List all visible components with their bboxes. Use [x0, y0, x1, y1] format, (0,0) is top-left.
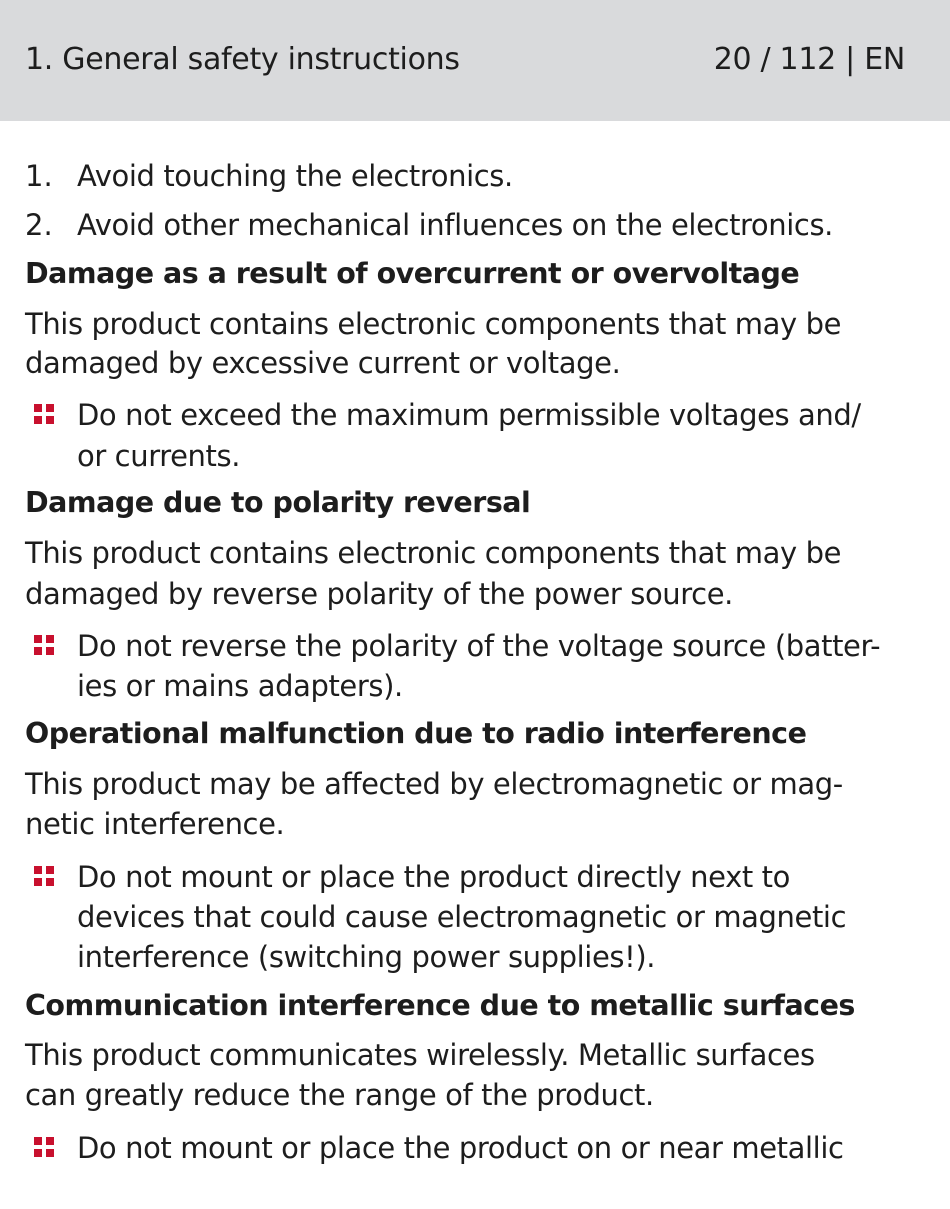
body-text: netic interference.: [25, 807, 285, 841]
body-text: can greatly reduce the range of the product.: [25, 1078, 654, 1112]
list-item: Avoid touching the electronics.: [77, 159, 513, 193]
bullet-text: Do not exceed the maximum permissible voltages and/: [77, 398, 861, 432]
bullet-icon: [34, 635, 55, 656]
body-text: This product contains electronic components that may be: [25, 307, 842, 341]
bullet-text: Do not reverse the polarity of the voltage source (batter-: [77, 629, 881, 663]
section-heading: Communication interference due to metallic surfaces: [25, 989, 855, 1022]
section-title: 1. General safety instructions: [25, 42, 460, 77]
bullet-text: interference (switching power supplies!).: [77, 940, 656, 974]
bullet-icon: [34, 866, 55, 887]
body-text: This product contains electronic components that may be: [25, 536, 842, 570]
bullet-text: ies or mains adapters).: [77, 669, 403, 703]
bullet-text: devices that could cause electromagnetic or magnetic: [77, 900, 847, 934]
bullet-icon: [34, 404, 55, 425]
bullet-text: Do not mount or place the product on or near metallic: [77, 1131, 844, 1165]
list-item: Avoid other mechanical influences on the electronics.: [77, 208, 833, 242]
section-heading: Operational malfunction due to radio interference: [25, 717, 807, 750]
section-heading: Damage as a result of overcurrent or overvoltage: [25, 257, 800, 290]
bullet-text: Do not mount or place the product directly next to: [77, 860, 790, 894]
body-text: This product may be affected by electromagnetic or mag-: [25, 767, 843, 801]
section-heading: Damage due to polarity reversal: [25, 486, 531, 519]
page-header: [0, 0, 950, 121]
bullet-icon: [34, 1137, 55, 1158]
bullet-text: or currents.: [77, 439, 241, 473]
page-number: 20 / 112 | EN: [713, 42, 905, 77]
body-text: damaged by excessive current or voltage.: [25, 346, 621, 380]
list-number: 2.: [25, 208, 53, 242]
body-text: This product communicates wirelessly. Metallic surfaces: [25, 1038, 815, 1072]
list-number: 1.: [25, 159, 53, 193]
body-text: damaged by reverse polarity of the power source.: [25, 577, 733, 611]
